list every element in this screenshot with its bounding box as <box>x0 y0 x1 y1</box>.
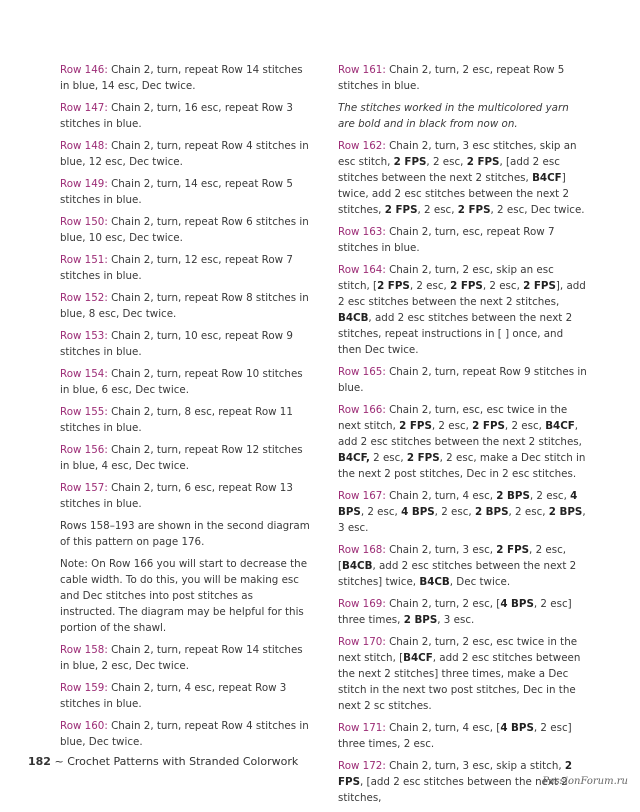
stitch-code: 2 FPS <box>496 544 530 556</box>
instruction-text: Chain 2, turn, repeat Row 14 stitches in blue, 14 esc, Dec twice. <box>60 64 303 92</box>
instruction-text: Chain 2, turn, esc, esc twice in the next stitch, <box>338 404 568 432</box>
row-label: Row 168: <box>338 544 386 556</box>
instruction-text: , 2 esc, <box>360 506 402 518</box>
row-label: Row 169: <box>338 598 386 610</box>
stitch-code: B4CF <box>403 652 433 664</box>
row-label: Row 153: <box>60 330 108 342</box>
row-label: Row 152: <box>60 292 108 304</box>
instruction-paragraph <box>338 100 588 132</box>
instruction-paragraph <box>60 290 310 322</box>
row-label: Row 170: <box>338 636 386 648</box>
row-label: Row 154: <box>60 368 108 380</box>
instruction-paragraph <box>338 402 588 482</box>
page-footer <box>28 755 298 768</box>
instruction-paragraph <box>60 480 310 512</box>
instruction-text: Chain 2, turn, 4 esc, <box>385 490 497 502</box>
stitch-code: 4 BPS <box>500 722 534 734</box>
left-column <box>60 62 310 756</box>
instruction-text: , add 2 esc stitches between the next 2 stitches] three times, make a Dec stitch in the next two post stitches, Dec in the next 2 sc stitches. <box>338 652 581 712</box>
instruction-text: The stitches worked in the multicolored yarn are bold and in black from now on. <box>338 102 569 130</box>
row-label: Row 156: <box>60 444 108 456</box>
row-label: Row 166: <box>338 404 386 416</box>
instruction-paragraph <box>60 176 310 208</box>
row-label: Row 157: <box>60 482 108 494</box>
row-label: Row 151: <box>60 254 108 266</box>
instruction-text: Chain 2, turn, 4 esc, repeat Row 3 stitches in blue. <box>60 682 287 710</box>
instruction-text: , 3 esc. <box>437 614 475 626</box>
instruction-text: ] twice, add 2 esc stitches between the next 2 stitches, <box>338 172 570 216</box>
row-label: Row 155: <box>60 406 108 418</box>
instruction-paragraph <box>60 518 310 550</box>
instruction-text: Chain 2, turn, 2 esc, [ <box>385 598 501 610</box>
stitch-code: B4CF <box>532 172 562 184</box>
instruction-text: Chain 2, turn, esc, repeat Row 7 stitches in blue. <box>338 226 555 254</box>
row-label: Row 147: <box>60 102 108 114</box>
row-label: Row 148: <box>60 140 108 152</box>
instruction-text: Chain 2, turn, repeat Row 9 stitches in blue. <box>338 366 587 394</box>
row-label: Row 160: <box>60 720 108 732</box>
instruction-paragraph <box>338 596 588 628</box>
instruction-paragraph <box>60 442 310 474</box>
instruction-text: , 2 esc, <box>409 280 451 292</box>
instruction-text: Chain 2, turn, 3 esc, <box>385 544 497 556</box>
instruction-text: , 2 esc, <box>431 420 473 432</box>
instruction-text: Chain 2, turn, 14 esc, repeat Row 5 stitches in blue. <box>60 178 293 206</box>
instruction-text: Chain 2, turn, 6 esc, repeat Row 13 stitches in blue. <box>60 482 293 510</box>
instruction-paragraph <box>60 100 310 132</box>
stitch-code: 2 FPS <box>472 420 505 432</box>
page-number: 182 <box>28 755 51 768</box>
stitch-code: 2 FPS <box>393 156 427 168</box>
row-label: Row 146: <box>60 64 108 76</box>
instruction-text: , add 2 esc stitches between the next 2 stitches, <box>338 420 582 448</box>
instruction-text: , add 2 esc stitches between the next 2 stitches, repeat instructions in [ ] once, and then Dec twice. <box>338 312 573 356</box>
stitch-code: 2 FPS <box>466 156 500 168</box>
stitch-code: 4 BPS <box>401 506 435 518</box>
instruction-text: , add 2 esc stitches between the next 2 stitches] twice, <box>338 560 577 588</box>
instruction-paragraph <box>338 488 588 536</box>
instruction-paragraph <box>338 364 588 396</box>
instruction-text: Rows 158–193 are shown in the second diagram of this pattern on page 176. <box>60 520 310 548</box>
row-label: Row 150: <box>60 216 108 228</box>
instruction-text: Chain 2, turn, 2 esc, esc twice in the next stitch, [ <box>338 636 578 664</box>
stitch-code: 2 FPS <box>384 204 418 216</box>
instruction-text: Chain 2, turn, 2 esc, repeat Row 5 stitches in blue. <box>338 64 565 92</box>
instruction-text: Chain 2, turn, 8 esc, repeat Row 11 stitches in blue. <box>60 406 293 434</box>
row-label: Row 165: <box>338 366 386 378</box>
row-label: Row 171: <box>338 722 386 734</box>
stitch-code: 2 BPS <box>548 506 583 518</box>
instruction-text: Chain 2, turn, 10 esc, repeat Row 9 stitches in blue. <box>60 330 293 358</box>
row-label: Row 159: <box>60 682 108 694</box>
stitch-code: 2 BPS <box>496 490 530 502</box>
instruction-paragraph <box>338 542 588 590</box>
instruction-paragraph <box>338 138 588 218</box>
instruction-paragraph <box>338 262 588 358</box>
instruction-text: , 2 esc, <box>417 204 458 216</box>
stitch-code: 2 FPS <box>523 280 556 292</box>
watermark: PassionForum.ru <box>542 776 628 787</box>
instruction-text: , 2 esc, <box>508 506 549 518</box>
row-label: Row 167: <box>338 490 386 502</box>
footer-separator: ~ <box>50 755 68 768</box>
instruction-text: , 2 esc, <box>482 280 524 292</box>
instruction-paragraph <box>338 720 588 752</box>
stitch-code: 2 BPS <box>474 506 509 518</box>
stitch-code: B4CF, <box>338 452 370 464</box>
instruction-paragraph <box>60 642 310 674</box>
row-label: Row 163: <box>338 226 386 238</box>
stitch-code: B4CB <box>419 576 450 588</box>
instruction-paragraph <box>60 214 310 246</box>
instruction-paragraph <box>60 556 310 636</box>
instruction-paragraph <box>338 62 588 94</box>
instruction-text: , 2 esc, make a Dec stitch in the next 2 post stitches, Dec in 2 esc stitches. <box>338 452 586 480</box>
stitch-code: 4 BPS <box>500 598 534 610</box>
instruction-text: , 2 esc, <box>434 506 475 518</box>
instruction-text: Chain 2, turn, repeat Row 4 stitches in blue, 12 esc, Dec twice. <box>60 140 309 168</box>
row-label: Row 161: <box>338 64 386 76</box>
instruction-text: , 2 esc] three times, 2 esc. <box>338 722 572 750</box>
instruction-text: Chain 2, turn, repeat Row 8 stitches in blue, 8 esc, Dec twice. <box>60 292 309 320</box>
instruction-text: , Dec twice. <box>449 576 511 588</box>
stitch-code: 2 FPS <box>406 452 440 464</box>
instruction-text: , 2 esc, <box>504 420 546 432</box>
instruction-text: Note: On Row 166 you will start to decrease the cable width. To do this, you will be making esc and Dec stitches into post stitches as instructed. The diagram may be helpful for this portion of the shawl. <box>60 558 308 634</box>
instruction-text: , 3 esc. <box>338 506 586 534</box>
instruction-text: Chain 2, turn, repeat Row 14 stitches in blue, 2 esc, Dec twice. <box>60 644 303 672</box>
stitch-code: 2 FPS <box>399 420 432 432</box>
instruction-paragraph <box>60 138 310 170</box>
instruction-text: Chain 2, turn, 2 esc, skip an esc stitch, [ <box>338 264 554 292</box>
book-title: Crochet Patterns with Stranded Colorwork <box>67 755 299 768</box>
instruction-paragraph <box>60 404 310 436</box>
instruction-text: , 2 esc, <box>426 156 467 168</box>
instruction-text: Chain 2, turn, 3 esc, skip a stitch, <box>385 760 565 772</box>
right-column <box>338 62 588 812</box>
row-label: Row 164: <box>338 264 386 276</box>
stitch-code: 2 FPS <box>377 280 410 292</box>
instruction-text: Chain 2, turn, 4 esc, [ <box>385 722 501 734</box>
instruction-text: , 2 esc, Dec twice. <box>490 204 585 216</box>
stitch-code: 2 FPS <box>450 280 483 292</box>
stitch-code: 4 BPS <box>338 490 578 518</box>
instruction-text: Chain 2, turn, 3 esc stitches, skip an esc stitch, <box>338 140 577 168</box>
instruction-text: Chain 2, turn, repeat Row 10 stitches in blue, 6 esc, Dec twice. <box>60 368 303 396</box>
stitch-code: 2 FPS <box>338 760 573 788</box>
instruction-text: Chain 2, turn, repeat Row 6 stitches in blue, 10 esc, Dec twice. <box>60 216 309 244</box>
instruction-paragraph <box>60 366 310 398</box>
stitch-code: B4CB <box>342 560 373 572</box>
instruction-paragraph <box>60 328 310 360</box>
stitch-code: 2 BPS <box>403 614 438 626</box>
instruction-text: Chain 2, turn, repeat Row 4 stitches in blue, Dec twice. <box>60 720 309 748</box>
row-label: Row 162: <box>338 140 386 152</box>
instruction-paragraph <box>60 680 310 712</box>
stitch-code: B4CF <box>545 420 575 432</box>
instruction-text: , [add 2 esc stitches between the next 2 stitches, <box>338 156 560 184</box>
instruction-text: , 2 esc, <box>529 490 571 502</box>
instruction-text: , 2 esc] three times, <box>338 598 572 626</box>
row-label: Row 172: <box>338 760 386 772</box>
instruction-text: 2 esc, <box>369 452 407 464</box>
instruction-paragraph <box>60 252 310 284</box>
instruction-text: , [add 2 esc stitches between the next 2 stitches, <box>338 776 568 804</box>
instruction-paragraph <box>60 718 310 750</box>
instruction-paragraph <box>338 634 588 714</box>
instruction-text: Chain 2, turn, 16 esc, repeat Row 3 stitches in blue. <box>60 102 293 130</box>
instruction-text: Chain 2, turn, repeat Row 12 stitches in blue, 4 esc, Dec twice. <box>60 444 303 472</box>
instruction-text: Chain 2, turn, 12 esc, repeat Row 7 stitches in blue. <box>60 254 293 282</box>
instruction-text: ], add 2 esc stitches between the next 2 stitches, <box>338 280 586 308</box>
instruction-paragraph <box>338 224 588 256</box>
stitch-code: 2 FPS <box>457 204 491 216</box>
instruction-text: , 2 esc, [ <box>338 544 567 572</box>
stitch-code: B4CB <box>338 312 369 324</box>
instruction-paragraph <box>60 62 310 94</box>
row-label: Row 149: <box>60 178 108 190</box>
row-label: Row 158: <box>60 644 108 656</box>
